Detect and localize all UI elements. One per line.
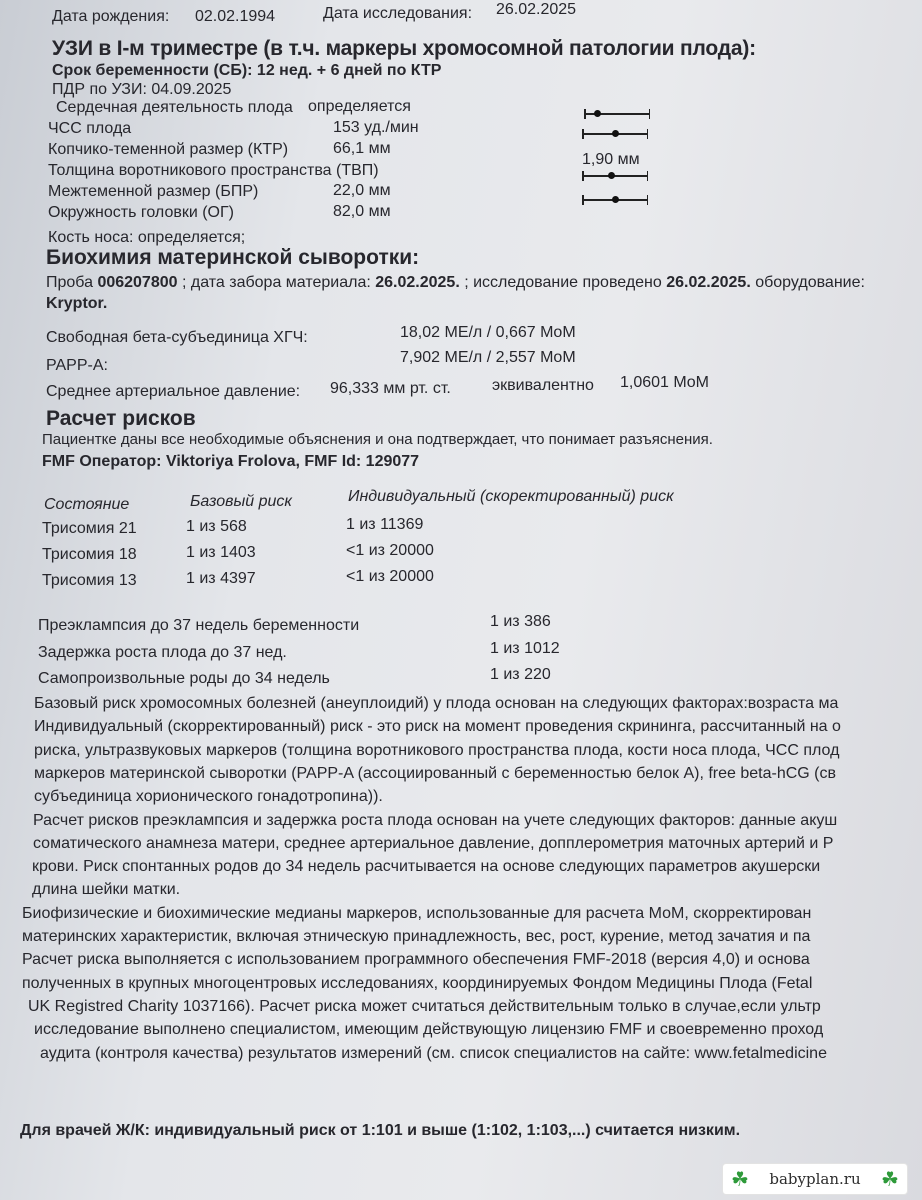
clover-icon: ☘ [731, 1167, 749, 1191]
risk-individual: <1 из 20000 [346, 542, 434, 559]
note-line: субъединица хорионического гонадотропина)). [34, 788, 383, 805]
map-value: 96,333 мм рт. ст. [330, 380, 451, 397]
note-line: Индивидуальный (скорректированный) риск - это риск на момент проведения скрининга, рассчитанный на о [34, 718, 841, 735]
risk-condition: Трисомия 21 [42, 520, 137, 537]
risk-condition: Трисомия 13 [42, 572, 137, 589]
map-label: Среднее артериальное давление: [46, 383, 301, 400]
note-line: маркеров материнской сыворотки (PAPP-A (ассоциированный с беременностью белок А), free beta-hCG (св [34, 765, 836, 782]
us-row-value: 82,0 мм [333, 203, 391, 220]
risk-individual: 1 из 11369 [346, 516, 424, 533]
nt-percentile-scale [582, 171, 648, 181]
note-line: аудита (контроля качества) результатов измерений (см. список специалистов на сайте: www.fetalmedicine [40, 1045, 827, 1062]
dob-label: Дата рождения: [52, 8, 170, 25]
note-line: материнских характеристик, включая этническую принадлежность, вес, рост, курение, метод зачатия и па [22, 928, 811, 945]
us-row-label: Сердечная деятельность плода [56, 99, 293, 116]
us-row-label: Толщина воротникового пространства (ТВП) [48, 162, 379, 179]
hcg-label: Свободная бета-субъединица ХГЧ: [46, 329, 308, 346]
sample-id: 006207800 [97, 274, 178, 291]
consent-text: Пациентке даны все необходимые объяснения и она подтверждает, что понимает разъяснения. [42, 431, 713, 448]
note-line: Расчет риска выполняется с использованием программного обеспечения FMF-2018 (версия 4,0) и основа [22, 951, 810, 968]
us-row-label: Межтеменной размер (БПР) [48, 183, 259, 200]
note-line: соматического анамнеза матери, среднее артериальное давление, допплерометрия маточных артерий и Р [33, 835, 834, 852]
note-line: крови. Риск спонтанных родов до 34 недель расчитывается на основе следующих параметров акушерски [32, 858, 821, 875]
map-mom: 1,0601 MoM [620, 374, 709, 391]
note-line: UK Registred Charity 1037166). Расчет риска может считаться действительным только в случае,если ультр [28, 998, 821, 1015]
note-line: полученных в крупных многоцентровых исследованиях, координируемых Фондом Медицины Плода (Fetal [22, 975, 813, 992]
nasal-bone: Кость носа: определяется; [48, 229, 246, 246]
babyplan-watermark [722, 1163, 908, 1195]
col-header-condition: Состояние [44, 496, 130, 513]
risk-condition: Трисомия 18 [42, 546, 137, 563]
dob-value: 02.02.1994 [195, 8, 276, 25]
other-risk-label: Самопроизвольные роды до 34 недель [38, 670, 330, 687]
risk-base: 1 из 1403 [186, 544, 256, 561]
study-date: 26.02.2025. [666, 274, 751, 291]
sample-info [46, 275, 865, 291]
col-header-individual-risk: Индивидуальный (скоректированный) риск [348, 488, 674, 505]
us-row-label: Копчико-теменной размер (КТР) [48, 141, 289, 158]
hcg-value: 18,02 МЕ/л / 0,667 MoM [400, 324, 576, 341]
pappa-label: PAPP-A: [46, 357, 108, 374]
percentile-marker [608, 172, 615, 179]
note-line: Базовый риск хромосомных болезней (анеуплоидий) у плода основан на следующих факторах:возраста ма [34, 695, 839, 712]
watermark-site: babyplan.ru [769, 1170, 861, 1188]
equipment-text: оборудование: [750, 274, 865, 291]
note-line: риска, ультразвуковых маркеров (толщина воротникового пространства плода, кости носа плода, ЧСС плод [34, 742, 840, 759]
other-risk-label: Преэклампсия до 37 недель беременности [38, 617, 360, 634]
collection-date: 26.02.2025. [375, 274, 460, 291]
exam-date-value: 26.02.2025 [496, 1, 577, 18]
risk-individual: <1 из 20000 [346, 568, 434, 585]
note-line: Биофизические и биохимические медианы маркеров, использованные для расчета МоМ, скорректирован [22, 905, 812, 922]
us-row-value: 66,1 мм [333, 140, 391, 157]
other-risk-value: 1 из 386 [490, 613, 551, 630]
risk-base: 1 из 568 [186, 518, 247, 535]
us-row-value: 22,0 мм [333, 182, 391, 199]
fhr-percentile-scale [584, 109, 650, 119]
gestational-age: Срок беременности (СБ): 12 нед. + 6 дней по КТР [52, 62, 442, 79]
note-line: длина шейки матки. [32, 881, 181, 898]
sample-prefix: Проба [46, 274, 98, 291]
risk-base: 1 из 4397 [186, 570, 256, 587]
equipment: Kryptor. [46, 295, 108, 312]
crl-percentile-scale [582, 129, 648, 139]
nt-scale-value: 1,90 мм [582, 151, 640, 168]
us-row-value: определяется [308, 98, 411, 115]
us-row-label: ЧСС плода [48, 120, 132, 137]
note-line: Расчет рисков преэклампсия и задержка роста плода основан на учете следующих факторов: данные акуш [33, 812, 838, 829]
due-date: ПДР по УЗИ: 04.09.2025 [52, 81, 232, 98]
collection-text: ; дата забора материала: [177, 274, 376, 291]
us-row-value: 153 уд./мин [333, 119, 419, 136]
map-equiv-label: эквивалентно [492, 377, 594, 394]
percentile-marker [612, 196, 619, 203]
risk-title: Расчет рисков [46, 407, 196, 430]
us-row-label: Окружность головки (ОГ) [48, 204, 234, 221]
other-risk-label: Задержка роста плода до 37 нед. [38, 644, 287, 661]
exam-date-label: Дата исследования: [323, 5, 473, 22]
clover-icon: ☘ [881, 1167, 899, 1191]
other-risk-value: 1 из 1012 [490, 640, 560, 657]
doctor-note: Для врачей Ж/К: индивидуальный риск от 1:101 и выше (1:102, 1:103,...) считается низким. [20, 1122, 741, 1139]
study-text: ; исследование проведено [459, 274, 667, 291]
bpd-percentile-scale [582, 195, 648, 205]
biochem-title: Биохимия материнской сыворотки: [46, 246, 420, 269]
other-risk-value: 1 из 220 [490, 666, 551, 683]
note-line: исследование выполнено специалистом, имеющим действующую лицензию FMF и своевременно проход [34, 1021, 824, 1038]
percentile-marker [594, 110, 601, 117]
fmf-operator: FMF Оператор: Viktoriya Frolova, FMF Id: 129077 [42, 453, 420, 470]
col-header-base-risk: Базовый риск [190, 493, 292, 510]
percentile-marker [612, 130, 619, 137]
pappa-value: 7,902 МЕ/л / 2,557 MoM [400, 349, 576, 366]
ultrasound-title: УЗИ в I-м триместре (в т.ч. маркеры хромосомной патологии плода): [52, 37, 756, 60]
